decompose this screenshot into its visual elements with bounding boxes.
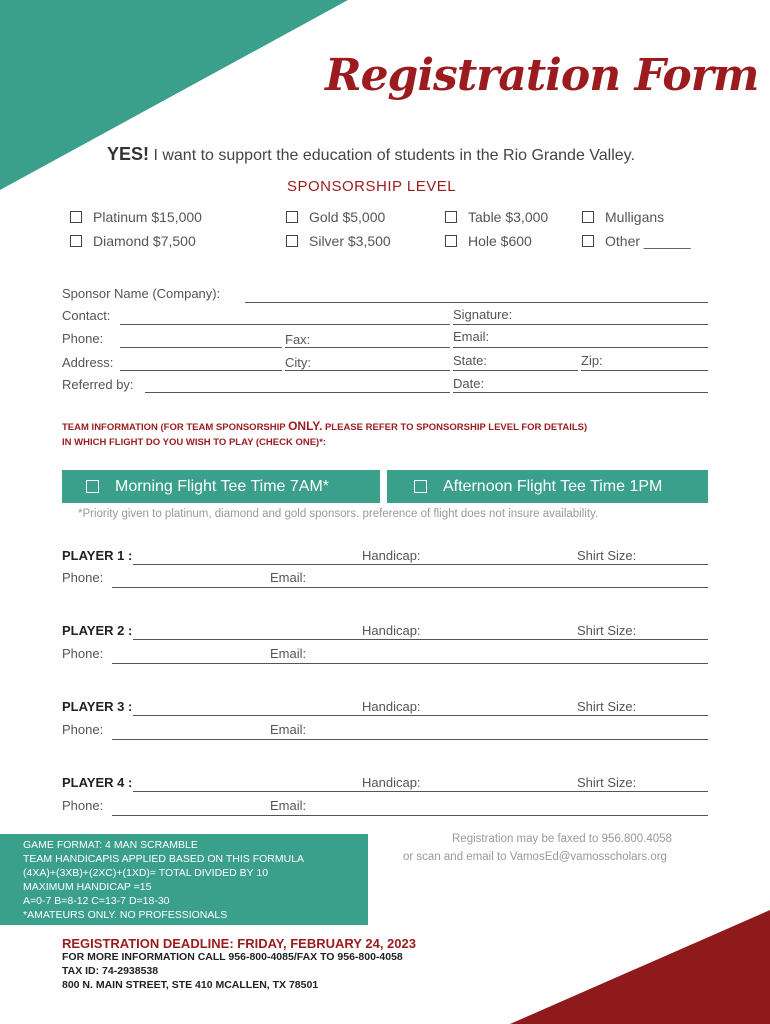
email-label: Email: <box>453 329 490 344</box>
contact-field[interactable] <box>120 324 450 325</box>
teal-corner-decoration <box>0 0 360 200</box>
handicap-label: Handicap: <box>362 623 421 638</box>
option-platinum[interactable] <box>70 209 202 225</box>
option-label: Mulligans <box>605 209 665 225</box>
option-label: Platinum $15,000 <box>93 209 202 225</box>
intro-sentence: I want to support the education of students in the Rio Grande Valley. <box>149 147 635 164</box>
option-label: Silver $3,500 <box>309 233 391 249</box>
city-field[interactable] <box>285 370 450 371</box>
intro-text <box>107 144 635 165</box>
option-label: Other ______ <box>605 233 691 249</box>
player-1-contact-line[interactable] <box>112 587 708 588</box>
sponsor-name-label: Sponsor Name (Company): <box>62 286 221 301</box>
option-label: Gold $5,000 <box>309 209 386 225</box>
sponsorship-heading: SPONSORSHIP LEVEL <box>287 178 457 195</box>
checkbox[interactable] <box>445 235 457 247</box>
email-label: Email: <box>270 570 307 585</box>
zip-field[interactable] <box>581 370 708 371</box>
phone-label: Phone: <box>62 331 104 346</box>
option-label: Diamond $7,500 <box>93 233 196 249</box>
option-silver[interactable] <box>286 233 391 249</box>
morning-flight-option[interactable] <box>62 470 380 503</box>
email-field[interactable] <box>453 347 708 348</box>
phone-field[interactable] <box>120 347 282 348</box>
player-3-contact-line[interactable] <box>112 739 708 740</box>
checkbox[interactable] <box>286 235 298 247</box>
checkbox[interactable] <box>70 235 82 247</box>
city-label: City: <box>285 355 311 370</box>
signature-label: Signature: <box>453 307 513 322</box>
registration-deadline: REGISTRATION DEADLINE: FRIDAY, FEBRUARY 24, 2023 <box>62 936 416 951</box>
sponsor-name-field[interactable] <box>245 302 708 303</box>
tax-id-line: TAX ID: 74-2938538 <box>62 965 159 977</box>
checkbox[interactable] <box>582 211 594 223</box>
flight-question: IN WHICH FLIGHT DO YOU WISH TO PLAY (CHECK ONE)*: <box>62 437 327 448</box>
amateurs-line: *AMATEURS ONLY. NO PROFESSIONALS <box>23 909 228 921</box>
checkbox[interactable] <box>286 211 298 223</box>
option-gold[interactable] <box>286 209 385 225</box>
state-label: State: <box>453 353 487 368</box>
player-4-label: PLAYER 4 : <box>62 775 133 790</box>
checkbox[interactable] <box>414 480 427 493</box>
option-mulligans[interactable] <box>582 209 664 225</box>
shirt-size-label: Shirt Size: <box>577 548 637 563</box>
checkbox[interactable] <box>70 211 82 223</box>
fax-label: Fax: <box>285 332 311 347</box>
email-label: Email: <box>270 646 307 661</box>
game-format-box <box>0 834 368 925</box>
handicap-label: Handicap: <box>362 548 421 563</box>
zip-label: Zip: <box>581 353 603 368</box>
max-handicap-line: MAXIMUM HANDICAP =15 <box>23 881 152 893</box>
shirt-size-label: Shirt Size: <box>577 699 637 714</box>
ranges-line: A=0-7 B=8-12 C=13-7 D=18-30 <box>23 895 170 907</box>
form-title: Registration Form <box>325 50 759 101</box>
shirt-size-label: Shirt Size: <box>577 623 637 638</box>
state-field[interactable] <box>453 370 578 371</box>
address-label: Address: <box>62 355 114 370</box>
fax-note-line1: Registration may be faxed to 956.800.4058 <box>452 833 672 845</box>
afternoon-flight-label: Afternoon Flight Tee Time 1PM <box>443 477 663 495</box>
handicap-label: Handicap: <box>362 775 421 790</box>
contact-label: Contact: <box>62 308 111 323</box>
player-2-line[interactable] <box>133 639 708 640</box>
player-3-label: PLAYER 3 : <box>62 699 133 714</box>
game-format-line: GAME FORMAT: 4 MAN SCRAMBLE <box>23 839 198 851</box>
phone-label: Phone: <box>62 570 104 585</box>
checkbox[interactable] <box>86 480 99 493</box>
handicap-label: Handicap: <box>362 699 421 714</box>
fax-note-line2: or scan and email to VamosEd@vamosscholars.org <box>403 851 667 863</box>
phone-label: Phone: <box>62 646 104 661</box>
player-1-label: PLAYER 1 : <box>62 548 133 563</box>
option-label: Hole $600 <box>468 233 532 249</box>
address-line: 800 N. MAIN STREET, STE 410 MCALLEN, TX 78501 <box>62 979 319 991</box>
date-label: Date: <box>453 376 485 391</box>
player-1-line[interactable] <box>133 564 708 565</box>
phone-label: Phone: <box>62 722 104 737</box>
shirt-size-label: Shirt Size: <box>577 775 637 790</box>
option-diamond[interactable] <box>70 233 196 249</box>
priority-note: *Priority given to platinum, diamond and gold sponsors. preference of flight does not insure availability. <box>78 508 599 520</box>
player-3-line[interactable] <box>133 715 708 716</box>
team-information-note: TEAM INFORMATION (FOR TEAM SPONSORSHIP ONLY. PLEASE REFER TO SPONSORSHIP LEVEL FOR DETAILS) <box>62 419 588 433</box>
player-4-line[interactable] <box>133 791 708 792</box>
player-2-contact-line[interactable] <box>112 663 708 664</box>
email-label: Email: <box>270 798 307 813</box>
signature-field[interactable] <box>453 324 708 325</box>
afternoon-flight-option[interactable] <box>387 470 708 503</box>
morning-flight-label: Morning Flight Tee Time 7AM* <box>115 477 330 495</box>
player-2-label: PLAYER 2 : <box>62 623 133 638</box>
fax-field[interactable] <box>285 347 450 348</box>
info-phone-line: FOR MORE INFORMATION CALL 956-800-4085/FAX TO 956-800-4058 <box>62 951 403 963</box>
formula-line: (4XA)+(3XB)+(2XC)+(1XD)= TOTAL DIVIDED BY 10 <box>23 867 269 879</box>
handicap-formula-line: TEAM HANDICAPIS APPLIED BASED ON THIS FORMULA <box>23 853 305 865</box>
phone-label: Phone: <box>62 798 104 813</box>
option-label: Table $3,000 <box>468 209 549 225</box>
intro-yes: YES! <box>107 144 150 164</box>
checkbox[interactable] <box>582 235 594 247</box>
option-other[interactable] <box>582 233 691 249</box>
date-field[interactable] <box>453 392 708 393</box>
referred-by-label: Referred by: <box>62 377 134 392</box>
address-field[interactable] <box>120 370 282 371</box>
referred-by-field[interactable] <box>145 392 450 393</box>
player-4-contact-line[interactable] <box>112 815 708 816</box>
email-label: Email: <box>270 722 307 737</box>
option-hole[interactable] <box>445 233 532 249</box>
option-table[interactable] <box>445 209 548 225</box>
checkbox[interactable] <box>445 211 457 223</box>
